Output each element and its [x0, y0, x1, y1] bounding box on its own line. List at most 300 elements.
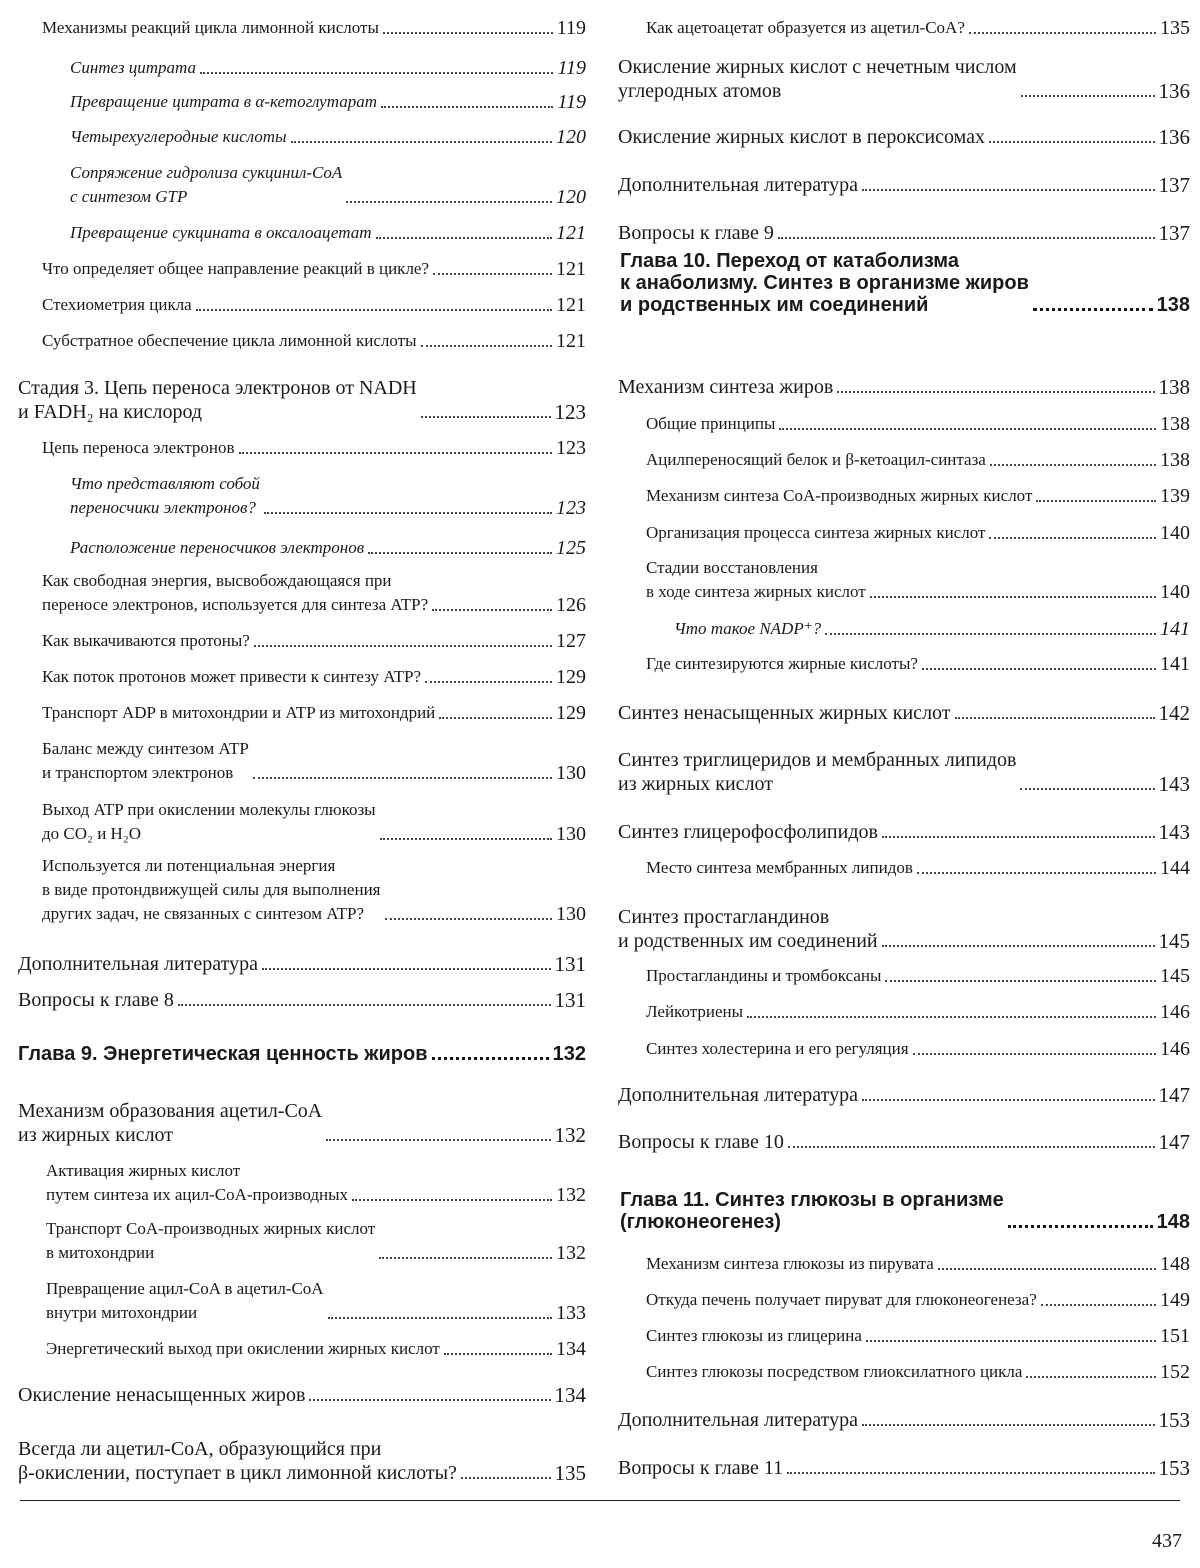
toc-entry[interactable] — [614, 1252, 1190, 1276]
toc-page-number: 141 — [1160, 653, 1190, 675]
toc-entry[interactable] — [614, 1288, 1190, 1312]
toc-page-number: 147 — [1158, 1130, 1190, 1154]
toc-dot-leader — [882, 836, 1155, 838]
toc-entry[interactable] — [614, 652, 1190, 676]
toc-page-number: 136 — [1158, 79, 1190, 103]
toc-entry-title — [46, 1277, 324, 1325]
toc-page-number: 119 — [557, 57, 586, 79]
toc-entry[interactable] — [0, 376, 586, 424]
toc-entry-title — [646, 448, 986, 472]
toc-dot-leader — [200, 72, 553, 74]
toc-chapter-heading[interactable] — [0, 1043, 586, 1065]
toc-entry-title — [42, 569, 428, 617]
toc-entry[interactable] — [0, 737, 586, 785]
toc-dot-leader — [253, 777, 552, 779]
toc-page-number: 132 — [556, 1242, 586, 1264]
toc-entry[interactable] — [614, 856, 1190, 880]
toc-entry[interactable] — [614, 448, 1190, 472]
page-number: 437 — [1152, 1530, 1182, 1552]
toc-entry[interactable] — [614, 964, 1190, 988]
toc-entry-title-line: Простагландины и тромбоксаны — [646, 966, 882, 985]
toc-entry-title — [46, 1159, 348, 1207]
toc-dot-leader — [380, 838, 552, 840]
toc-page-number: 137 — [1158, 173, 1190, 197]
toc-entry-title — [618, 905, 878, 953]
toc-entry-title-line: до CO₂ и H₂O — [42, 824, 142, 843]
toc-page-number: 129 — [556, 666, 586, 688]
toc-entry-title — [42, 16, 379, 40]
toc-entry-title-line: Глава 10. Переход от катаболизма — [620, 250, 959, 272]
toc-entry-title — [620, 1189, 1004, 1233]
toc-entry-title — [18, 952, 258, 976]
toc-entry[interactable] — [0, 293, 586, 317]
toc-entry[interactable] — [614, 125, 1190, 149]
toc-dot-leader — [461, 1477, 551, 1479]
toc-entry-title-line: и родственных им соединений — [618, 930, 878, 952]
toc-page-number: 146 — [1160, 1001, 1190, 1023]
toc-dot-leader — [439, 717, 552, 719]
toc-entry-title-line: Как выкачиваются протоны? — [42, 631, 250, 650]
toc-dot-leader — [433, 273, 552, 275]
toc-dot-leader — [381, 106, 553, 108]
toc-entry[interactable] — [614, 1000, 1190, 1024]
toc-dot-leader — [1008, 1225, 1153, 1228]
toc-entry-title-line: Лейкотриены — [646, 1002, 744, 1021]
toc-entry[interactable] — [0, 798, 586, 846]
toc-entry-title — [646, 1252, 934, 1276]
toc-entry-title-line: к анаболизму. Синтез в организме жиров — [620, 272, 1029, 294]
toc-entry[interactable] — [0, 854, 586, 926]
toc-entry[interactable] — [0, 665, 586, 689]
toc-entry-title — [618, 701, 951, 725]
toc-entry[interactable] — [614, 1130, 1190, 1154]
toc-dot-leader — [778, 237, 1155, 239]
toc-entry-title-line: Что такое NADP⁺? — [674, 619, 822, 638]
toc-entry-title — [618, 1456, 783, 1480]
toc-entry-title — [618, 1130, 784, 1154]
toc-entry[interactable] — [0, 952, 586, 976]
toc-dot-leader — [913, 1053, 1156, 1055]
toc-page-number: 138 — [1156, 294, 1190, 316]
toc-entry[interactable] — [0, 701, 586, 725]
toc-page-number: 127 — [556, 630, 586, 652]
toc-entry-title-line: Что определяет общее направление реакций в цикле? — [42, 259, 430, 278]
toc-entry-title-line: Ацилпереносящий белок и β-кетоацил-синтаза — [646, 450, 986, 469]
toc-page-number: 148 — [1156, 1211, 1190, 1233]
toc-entry-title-line: Глава 9. Энергетическая ценность жиров — [18, 1043, 428, 1065]
toc-dot-leader — [178, 1004, 551, 1006]
toc-entry[interactable] — [0, 221, 586, 245]
toc-entry[interactable] — [614, 617, 1190, 641]
toc-dot-leader — [779, 428, 1156, 430]
toc-dot-leader — [346, 201, 552, 203]
toc-dot-leader — [432, 609, 552, 611]
toc-page-number: 143 — [1158, 772, 1190, 796]
toc-entry-title-line: Окисление жирных кислот в пероксисомах — [618, 126, 986, 148]
toc-entry-title-line: в ходе синтеза жирных кислот — [646, 582, 866, 601]
toc-entry[interactable] — [614, 221, 1190, 245]
toc-chapter-heading[interactable] — [614, 250, 1190, 316]
toc-page-number: 121 — [556, 330, 586, 352]
toc-entry-title — [18, 1437, 457, 1485]
toc-entry-title-line: Как ацетоацетат образуется из ацетил-CoA? — [646, 18, 965, 37]
toc-entry-title-line: Глава 11. Синтез глюкозы в организме — [620, 1189, 1004, 1211]
toc-entry-title — [42, 701, 435, 725]
toc-entry-title-line: (глюконеогенез) — [620, 1211, 781, 1233]
toc-entry-title-line: Дополнительная литература — [18, 953, 258, 975]
toc-dot-leader — [862, 1424, 1155, 1426]
toc-entry-title-line: Место синтеза мембранных липидов — [646, 858, 913, 877]
toc-entry-title-line: в митохондрии — [46, 1243, 155, 1262]
toc-entry[interactable] — [0, 1383, 586, 1407]
toc-entry-title-line: из жирных кислот — [618, 773, 774, 795]
toc-entry-title-line: и родственных им соединений — [620, 294, 929, 316]
toc-entry[interactable] — [614, 173, 1190, 197]
toc-entry[interactable] — [614, 484, 1190, 508]
toc-dot-leader — [955, 717, 1155, 719]
toc-entry[interactable] — [0, 536, 586, 560]
toc-entry-title-line: с синтезом GTP — [70, 187, 188, 206]
toc-entry-title — [70, 90, 377, 114]
toc-entry-title-line: Активация жирных кислот — [46, 1161, 241, 1180]
toc-dot-leader — [262, 968, 551, 970]
toc-entry-title — [618, 1083, 858, 1107]
toc-entry[interactable] — [0, 1277, 586, 1325]
toc-entry-title-line: Превращение сукцината в оксалоацетат — [70, 223, 372, 242]
toc-page-number: 141 — [1160, 618, 1190, 640]
toc-page-number: 142 — [1158, 701, 1190, 725]
toc-page-number: 138 — [1160, 413, 1190, 435]
toc-entry-title-line: Синтез глюкозы из глицерина — [646, 1326, 862, 1345]
toc-page-number: 120 — [556, 126, 586, 148]
toc-dot-leader — [787, 1472, 1154, 1474]
toc-page-number: 132 — [554, 1123, 586, 1147]
toc-entry[interactable] — [614, 556, 1190, 604]
toc-entry-title-line: Дополнительная литература — [618, 174, 858, 196]
toc-page-number: 138 — [1158, 375, 1190, 399]
toc-entry-title — [46, 1337, 440, 1361]
toc-entry[interactable] — [0, 569, 586, 617]
toc-entry-title — [70, 472, 260, 520]
toc-page-number: 134 — [554, 1383, 586, 1407]
toc-entry-title-line: Где синтезируются жирные кислоты? — [646, 654, 918, 673]
toc-entry-title-line: углеродных атомов — [618, 80, 782, 102]
toc-entry-title-line: Синтез глицерофосфолипидов — [618, 821, 878, 843]
toc-page-number: 131 — [554, 952, 586, 976]
toc-entry-title-line: Вопросы к главе 8 — [18, 989, 174, 1011]
toc-entry-title — [646, 16, 965, 40]
toc-entry[interactable] — [0, 472, 586, 520]
toc-entry-title-line: из жирных кислот — [18, 1124, 174, 1146]
toc-dot-leader — [425, 681, 552, 683]
toc-page-number: 123 — [556, 497, 586, 519]
toc-entry[interactable] — [614, 55, 1190, 103]
toc-entry[interactable] — [0, 1217, 586, 1265]
toc-dot-leader — [837, 391, 1154, 393]
toc-entry-title — [70, 161, 342, 209]
toc-dot-leader — [862, 189, 1155, 191]
toc-page-number: 121 — [556, 222, 586, 244]
toc-entry[interactable] — [614, 412, 1190, 436]
toc-entry-title-line: Превращение ацил-CoA в ацетил-CoA — [46, 1279, 324, 1298]
toc-entry-title — [42, 665, 421, 689]
toc-dot-leader — [969, 32, 1156, 34]
toc-entry-title-line: Откуда печень получает пируват для глюконеогенеза? — [646, 1290, 1037, 1309]
toc-page-number: 123 — [554, 400, 586, 424]
toc-entry-title-line: Механизм образования ацетил-CoA — [18, 1100, 323, 1122]
toc-page-number: 145 — [1160, 965, 1190, 987]
toc-page-number: 119 — [556, 17, 586, 39]
toc-entry[interactable] — [0, 161, 586, 209]
toc-dot-leader — [352, 1199, 552, 1201]
toc-page-number: 135 — [1160, 17, 1190, 39]
toc-entry-title-line: и транспортом электронов — [42, 763, 234, 782]
toc-entry-title-line: других задач, не связанных с синтезом ATP? — [42, 904, 365, 923]
toc-entry-title-line: Механизмы реакций цикла лимонной кислоты — [42, 18, 379, 37]
toc-entry-title — [70, 125, 287, 149]
toc-entry[interactable] — [614, 1324, 1190, 1348]
toc-entry-title-line: Вопросы к главе 9 — [618, 222, 774, 244]
toc-page-number: 151 — [1160, 1325, 1190, 1347]
toc-page-number: 123 — [556, 437, 586, 459]
toc-dot-leader — [747, 1016, 1156, 1018]
toc-dot-leader — [885, 980, 1156, 982]
toc-dot-leader — [291, 141, 552, 143]
toc-entry-title — [646, 521, 985, 545]
toc-entry-title-line: Окисление жирных кислот с нечетным числом — [618, 56, 1017, 78]
toc-dot-leader — [917, 872, 1156, 874]
toc-entry[interactable] — [0, 257, 586, 281]
toc-page-number: 132 — [556, 1184, 586, 1206]
toc-entry-title-line: внутри митохондрии — [46, 1303, 198, 1322]
toc-page-number: 133 — [556, 1302, 586, 1324]
toc-entry-title — [646, 652, 918, 676]
toc-entry[interactable] — [614, 16, 1190, 40]
toc-entry-title — [618, 173, 858, 197]
toc-entry-title — [42, 854, 381, 926]
toc-entry[interactable] — [0, 988, 586, 1012]
toc-dot-leader — [862, 1099, 1155, 1101]
toc-page-number: 121 — [556, 258, 586, 280]
toc-entry-title-line: в виде протондвижущей силы для выполнения — [42, 880, 381, 899]
toc-entry-title-line: β-окислении, поступает в цикл лимонной кислоты? — [18, 1462, 457, 1484]
toc-entry-title — [646, 1324, 862, 1348]
toc-entry[interactable] — [0, 329, 586, 353]
toc-dot-leader — [385, 918, 553, 920]
toc-entry[interactable] — [0, 1337, 586, 1361]
toc-page-number: 120 — [556, 186, 586, 208]
toc-entry-title-line: Сопряжение гидролиза сукцинил-CoA — [70, 163, 343, 182]
toc-entry-title-line: Транспорт ADP в митохондрии и ATP из митохондрий — [42, 703, 436, 722]
toc-dot-leader — [376, 237, 553, 239]
toc-entry[interactable] — [614, 1083, 1190, 1107]
toc-entry-title-line: Транспорт CoA-производных жирных кислот — [46, 1219, 376, 1238]
toc-entry-title — [618, 125, 985, 149]
toc-entry-title — [674, 617, 821, 641]
toc-entry-title-line: путем синтеза их ацил-CoA-производных — [46, 1185, 349, 1204]
toc-entry-title-line: Субстратное обеспечение цикла лимонной кислоты — [42, 331, 417, 350]
toc-entry[interactable] — [614, 1456, 1190, 1480]
toc-entry-title-line: Синтез цитрата — [70, 58, 197, 77]
toc-page-number: 148 — [1160, 1253, 1190, 1275]
footer-divider — [20, 1500, 1180, 1501]
toc-dot-leader — [254, 645, 552, 647]
toc-entry-title — [646, 484, 1032, 508]
toc-dot-leader — [1036, 500, 1156, 502]
toc-dot-leader — [1041, 1304, 1156, 1306]
toc-page-number: 121 — [556, 294, 586, 316]
toc-dot-leader — [922, 668, 1156, 670]
toc-entry-title — [646, 556, 866, 604]
toc-entry-title-line: Механизм синтеза глюкозы из пирувата — [646, 1254, 934, 1273]
toc-entry-title-line: Расположение переносчиков электронов — [70, 538, 365, 557]
toc-page-number: 149 — [1160, 1289, 1190, 1311]
toc-dot-leader — [264, 512, 552, 514]
toc-entry[interactable] — [614, 375, 1190, 399]
toc-entry[interactable] — [614, 701, 1190, 725]
toc-dot-leader — [1033, 308, 1153, 311]
toc-entry-title — [18, 1099, 322, 1147]
toc-page-number: 129 — [556, 702, 586, 724]
toc-dot-leader — [379, 1257, 552, 1259]
toc-entry-title — [70, 536, 364, 560]
toc-entry[interactable] — [614, 905, 1190, 953]
toc-dot-leader — [309, 1399, 550, 1401]
toc-page-number: 134 — [556, 1338, 586, 1360]
toc-entry-title — [42, 737, 249, 785]
toc-dot-leader — [1020, 788, 1154, 790]
toc-entry-title-line: Баланс между синтезом ATP — [42, 739, 249, 758]
toc-dot-leader — [432, 1057, 549, 1060]
toc-page-number: 139 — [1160, 485, 1190, 507]
toc-entry-title — [646, 412, 775, 436]
toc-page-number: 130 — [556, 903, 586, 925]
toc-page-number: 140 — [1160, 522, 1190, 544]
toc-entry-title-line: Четырехуглеродные кислоты — [70, 127, 287, 146]
toc-entry[interactable] — [0, 56, 586, 80]
toc-page-number: 144 — [1160, 857, 1190, 879]
toc-dot-leader — [421, 345, 552, 347]
toc-entry-title — [70, 56, 196, 80]
toc-page-number: 145 — [1158, 929, 1190, 953]
toc-page-number: 125 — [556, 537, 586, 559]
toc-entry[interactable] — [0, 90, 586, 114]
toc-page-number: 138 — [1160, 449, 1190, 471]
toc-page-number: 143 — [1158, 820, 1190, 844]
toc-entry-title-line: Синтез холестерина и его регуляция — [646, 1039, 909, 1058]
toc-entry-title-line: Организация процесса синтеза жирных кислот — [646, 523, 986, 542]
toc-entry-title-line: Энергетический выход при окислении жирных кислот — [46, 1339, 440, 1358]
toc-dot-leader — [444, 1353, 552, 1355]
toc-entry[interactable] — [0, 436, 586, 460]
toc-dot-leader — [326, 1139, 550, 1141]
toc-entry-title-line: Вопросы к главе 10 — [618, 1131, 784, 1153]
toc-entry[interactable] — [614, 1360, 1190, 1384]
toc-page-number: 130 — [556, 762, 586, 784]
toc-entry-title — [18, 376, 417, 424]
toc-entry[interactable] — [0, 1159, 586, 1207]
toc-dot-leader — [989, 537, 1156, 539]
toc-entry-title-line: Дополнительная литература — [618, 1409, 858, 1431]
toc-entry-title — [18, 1043, 428, 1065]
toc-entry[interactable] — [614, 1408, 1190, 1432]
toc-dot-leader — [383, 32, 553, 34]
toc-entry-title-line: Выход ATP при окислении молекулы глюкозы — [42, 800, 376, 819]
toc-entry-title-line: Превращение цитрата в α-кетоглутарат — [70, 92, 377, 111]
toc-entry-title — [42, 329, 417, 353]
toc-entry[interactable] — [614, 521, 1190, 545]
toc-entry-title-line: Всегда ли ацетил-CoA, образующийся при — [18, 1438, 382, 1460]
toc-entry-title-line: Общие принципы — [646, 414, 776, 433]
toc-entry-title-line: Вопросы к главе 11 — [618, 1457, 784, 1479]
toc-page-number: 137 — [1158, 221, 1190, 245]
toc-entry-title — [42, 798, 376, 846]
toc-entry-title — [42, 436, 235, 460]
toc-entry-title-line: Механизм синтеза жиров — [618, 376, 834, 398]
toc-page-number: 153 — [1158, 1456, 1190, 1480]
toc-entry-title-line: Синтез ненасыщенных жирных кислот — [618, 702, 951, 724]
toc-dot-leader — [328, 1317, 552, 1319]
toc-entry-title — [646, 964, 881, 988]
toc-entry-title — [646, 1000, 743, 1024]
toc-entry-title — [646, 856, 913, 880]
toc-entry-title — [618, 1408, 858, 1432]
toc-entry-title-line: Синтез простагландинов — [618, 906, 830, 928]
toc-entry[interactable] — [0, 16, 586, 40]
toc-page-number: 153 — [1158, 1408, 1190, 1432]
toc-entry-title-line: Стадия 3. Цепь переноса электронов от NADH — [18, 377, 417, 399]
toc-entry-title-line: Окисление ненасыщенных жиров — [18, 1384, 306, 1406]
toc-entry[interactable] — [614, 748, 1190, 796]
toc-entry[interactable] — [0, 1437, 586, 1485]
toc-dot-leader — [239, 452, 553, 454]
toc-dot-leader — [990, 464, 1156, 466]
toc-entry-title-line: Как свободная энергия, высвобождающаяся при — [42, 571, 392, 590]
toc-entry-title — [70, 221, 372, 245]
toc-dot-leader — [989, 141, 1154, 143]
toc-entry-title — [646, 1037, 909, 1061]
toc-entry-title-line: и FADH₂ на кислород — [18, 401, 203, 423]
toc-entry-title — [618, 221, 774, 245]
toc-page-number: 146 — [1160, 1038, 1190, 1060]
toc-entry[interactable] — [614, 820, 1190, 844]
toc-entry-title-line: Дополнительная литература — [618, 1084, 858, 1106]
toc-entry-title — [18, 988, 174, 1012]
toc-page-number: 136 — [1158, 125, 1190, 149]
toc-page-number: 140 — [1160, 581, 1190, 603]
toc-entry[interactable] — [0, 629, 586, 653]
toc-entry[interactable] — [614, 1037, 1190, 1061]
toc-entry-title — [42, 293, 192, 317]
toc-page-number: 132 — [552, 1043, 586, 1065]
toc-dot-leader — [421, 416, 551, 418]
toc-entry-title — [42, 257, 429, 281]
toc-chapter-heading[interactable] — [614, 1189, 1190, 1233]
toc-page-number: 130 — [556, 823, 586, 845]
toc-dot-leader — [938, 1268, 1156, 1270]
toc-dot-leader — [870, 596, 1156, 598]
toc-page-number: 147 — [1158, 1083, 1190, 1107]
toc-entry-title — [618, 375, 833, 399]
toc-dot-leader — [368, 552, 552, 554]
toc-page-number: 152 — [1160, 1361, 1190, 1383]
toc-dot-leader — [1021, 95, 1155, 97]
toc-entry-title — [46, 1217, 375, 1265]
toc-entry[interactable] — [0, 125, 586, 149]
toc-dot-leader — [882, 945, 1155, 947]
toc-entry[interactable] — [0, 1099, 586, 1147]
toc-entry-title — [618, 748, 1016, 796]
